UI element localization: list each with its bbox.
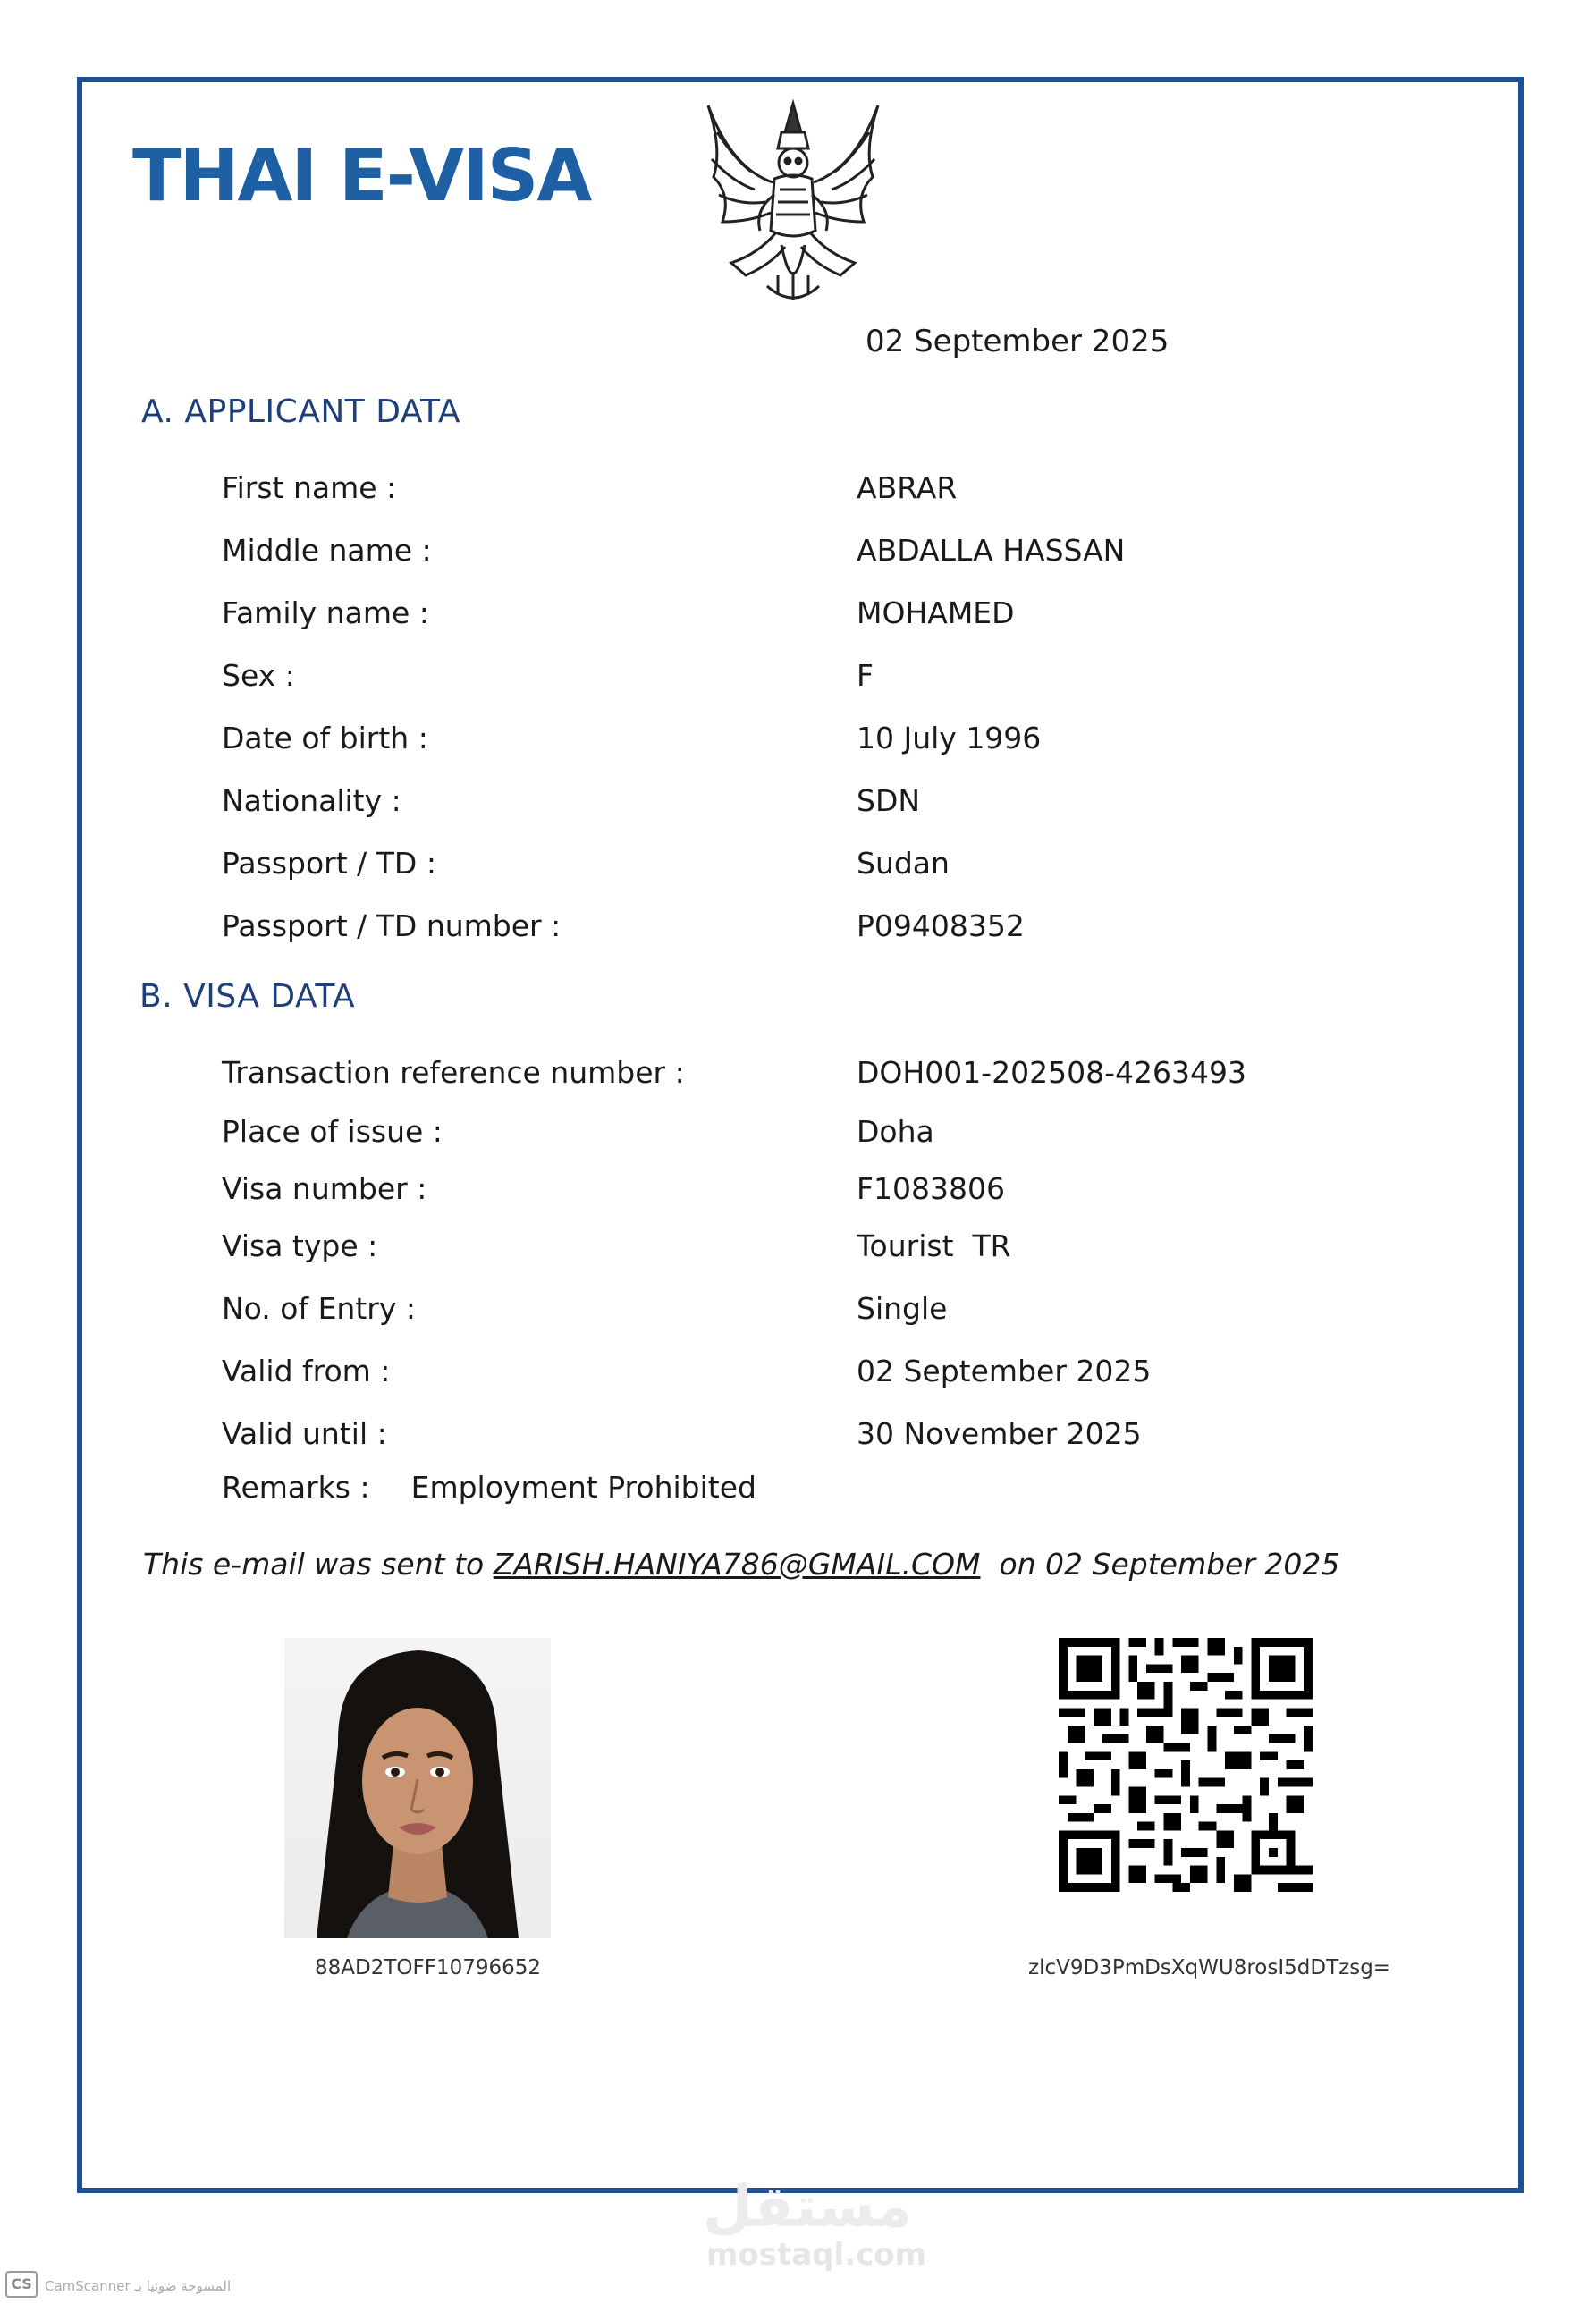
email-prefix: This e-mail was sent to bbox=[143, 1547, 494, 1582]
field-value: Tourist TR bbox=[857, 1228, 1011, 1263]
field-visa-type bbox=[0, 1228, 1596, 1273]
field-value: 10 July 1996 bbox=[857, 721, 1042, 755]
field-label: Family name : bbox=[222, 595, 429, 630]
field-no-of-entry bbox=[0, 1291, 1596, 1336]
field-label: Visa number : bbox=[222, 1171, 427, 1206]
field-value: ABRAR bbox=[857, 470, 958, 505]
field-value: ABDALLA HASSAN bbox=[857, 533, 1126, 568]
field-label: Sex : bbox=[222, 658, 295, 693]
field-place-of-issue bbox=[0, 1114, 1596, 1159]
field-visa-number bbox=[0, 1171, 1596, 1216]
camscanner-text: CamScanner المسوحة ضوئيا بـ bbox=[45, 2278, 232, 2294]
field-value: Single bbox=[857, 1291, 948, 1326]
field-value: Doha bbox=[857, 1114, 934, 1149]
field-value: SDN bbox=[857, 783, 921, 818]
field-label: Nationality : bbox=[222, 783, 401, 818]
field-label: Place of issue : bbox=[222, 1114, 443, 1149]
field-label: Passport / TD number : bbox=[222, 908, 562, 943]
field-label: Passport / TD : bbox=[222, 846, 436, 881]
issue-date: 02 September 2025 bbox=[866, 324, 1170, 359]
field-value: 30 November 2025 bbox=[857, 1416, 1142, 1451]
field-first-name bbox=[0, 470, 1596, 515]
email-suffix: on 02 September 2025 bbox=[980, 1547, 1340, 1582]
field-valid-from bbox=[0, 1354, 1596, 1398]
field-value: DOH001-202508-4263493 bbox=[857, 1055, 1246, 1090]
field-value: 02 September 2025 bbox=[857, 1354, 1152, 1388]
garuda-emblem-icon bbox=[696, 97, 891, 311]
visa-section-title: B. VISA DATA bbox=[139, 978, 356, 1015]
photo-id: 88AD2TOFF10796652 bbox=[315, 1956, 542, 1979]
field-value: Sudan bbox=[857, 846, 950, 881]
field-sex bbox=[0, 658, 1596, 703]
watermark-arabic: مستقل bbox=[703, 2174, 913, 2241]
field-passport-td bbox=[0, 846, 1596, 890]
field-nationality bbox=[0, 783, 1596, 828]
qr-code-id: zlcV9D3PmDsXqWU8rosI5dDTzsg= bbox=[1028, 1956, 1391, 1979]
field-label: Visa type : bbox=[222, 1228, 378, 1263]
field-family-name bbox=[0, 595, 1596, 640]
field-label: Date of birth : bbox=[222, 721, 428, 755]
email-address: ZARISH.HANIYA786@GMAIL.COM bbox=[493, 1547, 981, 1582]
field-value: F bbox=[857, 658, 874, 693]
field-value: P09408352 bbox=[857, 908, 1025, 943]
document-title: THAI E-VISA bbox=[132, 134, 591, 217]
qr-code bbox=[1059, 1638, 1313, 1892]
field-date-of-birth bbox=[0, 721, 1596, 765]
watermark-latin: mostaql.com bbox=[706, 2237, 927, 2273]
camscanner-logo-icon: CS bbox=[5, 2271, 38, 2298]
field-label: No. of Entry : bbox=[222, 1291, 416, 1326]
field-label: Transaction reference number : bbox=[222, 1055, 685, 1090]
field-value: F1083806 bbox=[857, 1171, 1005, 1206]
email-notice bbox=[143, 1547, 1339, 1582]
field-label: First name : bbox=[222, 470, 397, 505]
field-label: Middle name : bbox=[222, 533, 432, 568]
field-label: Valid until : bbox=[222, 1416, 387, 1451]
field-label: Valid from : bbox=[222, 1354, 391, 1388]
field-transaction-ref bbox=[0, 1055, 1596, 1100]
remarks bbox=[222, 1470, 756, 1505]
applicant-photo bbox=[284, 1638, 551, 1938]
remarks-label: Remarks : bbox=[222, 1470, 370, 1505]
applicant-section-title: A. APPLICANT DATA bbox=[141, 393, 460, 430]
field-passport-number bbox=[0, 908, 1596, 953]
field-valid-until bbox=[0, 1416, 1596, 1461]
remarks-value: Employment Prohibited bbox=[410, 1470, 756, 1505]
field-middle-name bbox=[0, 533, 1596, 578]
field-value: MOHAMED bbox=[857, 595, 1015, 630]
